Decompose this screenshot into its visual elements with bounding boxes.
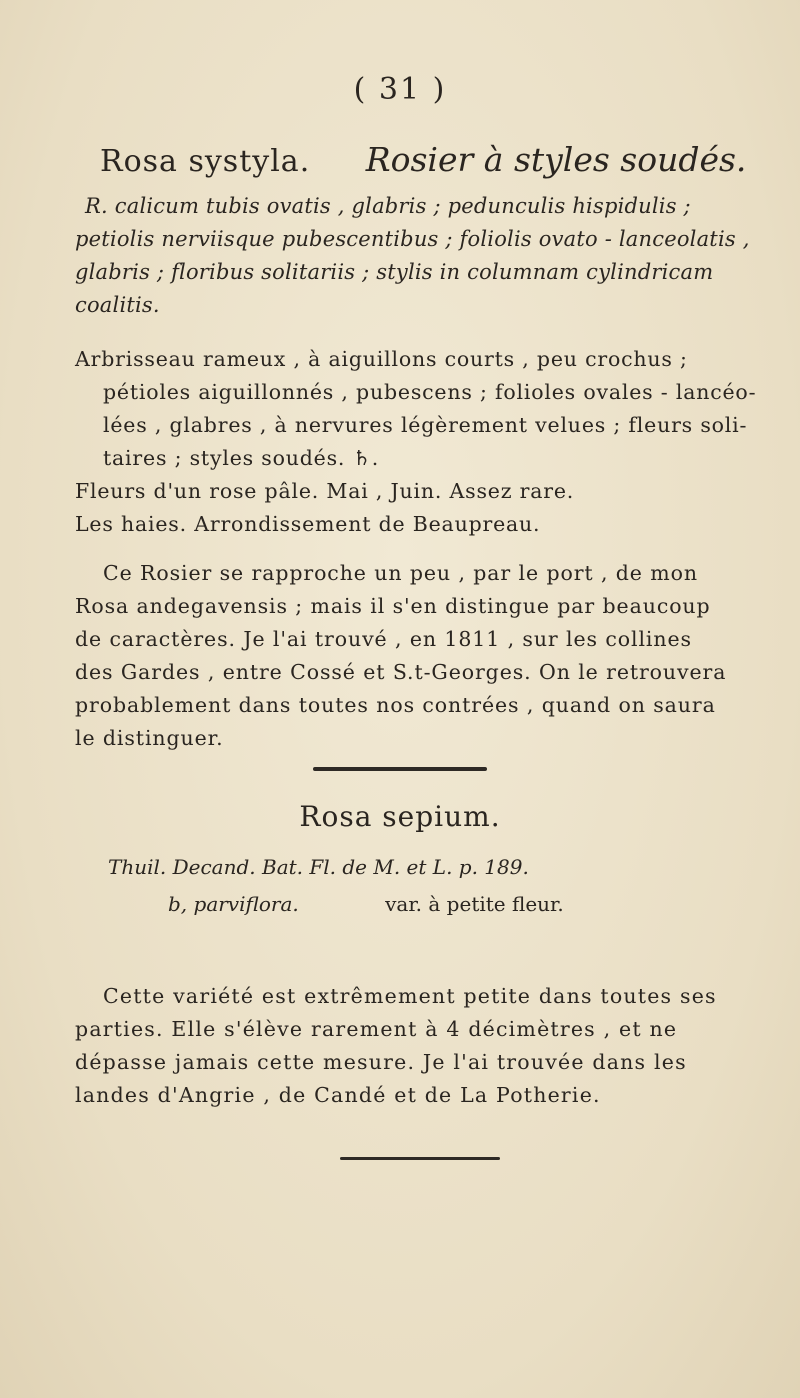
end-divider <box>340 1157 500 1160</box>
remarks-line: probablement dans toutes nos contrées , quand on saura <box>75 693 716 717</box>
remarks-line: le distinguer. <box>75 726 224 750</box>
remarks-line: de caractères. Je l'ai trouvé , en 1811 , sur les collines <box>75 627 692 651</box>
variety-letter: b, parviflora. <box>168 892 299 916</box>
variety-remarks <box>75 980 735 1112</box>
variety-label: var. à petite fleur. <box>385 892 564 916</box>
description-line: Arbrisseau rameux , à aiguillons courts , peu crochus ; <box>75 347 688 371</box>
section-heading: Rosa sepium. <box>299 800 501 833</box>
description-line: pétioles aiguillonnés , pubescens ; folioles ovales - lancéo- <box>103 380 757 404</box>
remarks-line: des Gardes , entre Cossé et S.t-Georges. On le retrouvera <box>75 660 727 684</box>
diagnosis-line: petiolis nerviisque pubescentibus ; foliolis ovato - lanceolatis , <box>75 227 750 251</box>
remarks-line: Ce Rosier se rapproche un peu , par le port , de mon <box>103 561 698 585</box>
section-divider <box>313 767 487 771</box>
variety-remarks-line: Cette variété est extrêmement petite dans toutes ses <box>103 984 717 1008</box>
species-title <box>100 140 747 179</box>
description-line: lées , glabres , à nervures légèrement velues ; fleurs soli- <box>103 413 748 437</box>
page-number: ( 31 ) <box>353 72 447 107</box>
description-line: taires ; styles soudés. ♄. <box>103 446 380 470</box>
diagnosis-line: coalitis. <box>75 293 160 317</box>
latin-name: Rosa systyla. <box>100 144 311 179</box>
variety-remarks-line: dépasse jamais cette mesure. Je l'ai trouvée dans les <box>75 1050 687 1074</box>
french-name: Rosier à styles soudés. <box>365 140 747 179</box>
remarks-line: Rosa andegavensis ; mais il s'en distingue par beaucoup <box>75 594 711 618</box>
diagnosis-line: glabris ; floribus solitariis ; stylis in columnam cylindricam <box>75 260 714 284</box>
latin-diagnosis <box>75 190 750 322</box>
description-line: Les haies. Arrondissement de Beaupreau. <box>75 512 541 536</box>
remarks-paragraph <box>75 557 735 755</box>
description-line: Fleurs d'un rose pâle. Mai , Juin. Assez rare. <box>75 479 575 503</box>
variety-remarks-line: landes d'Angrie , de Candé et de La Potherie. <box>75 1083 601 1107</box>
description <box>75 343 757 541</box>
bibliographic-reference: Thuil. Decand. Bat. Fl. de M. et L. p. 189. <box>108 855 529 879</box>
variety-remarks-line: parties. Elle s'élève rarement à 4 décimètres , et ne <box>75 1017 678 1041</box>
diagnosis-line: R. calicum tubis ovatis , glabris ; pedunculis hispidulis ; <box>85 194 691 218</box>
variety-line <box>168 892 564 916</box>
